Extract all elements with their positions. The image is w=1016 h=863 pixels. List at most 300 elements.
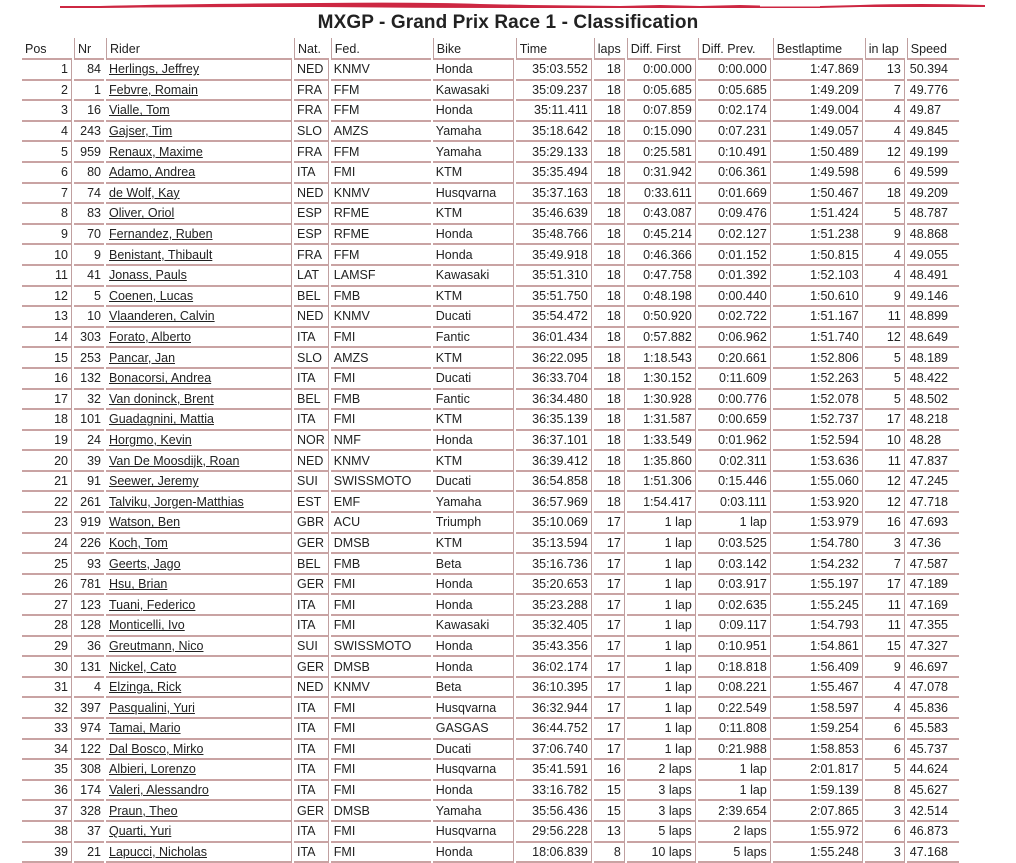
cell-bike: Honda xyxy=(433,595,514,616)
header-brush-stroke-decoration xyxy=(60,0,985,10)
rider-link[interactable]: Jonass, Pauls xyxy=(109,268,187,283)
column-header-nr[interactable]: Nr xyxy=(74,38,104,60)
cell-nat: GER xyxy=(294,575,329,596)
cell-pos: 4 xyxy=(22,122,72,143)
rider-link[interactable]: Gajser, Tim xyxy=(109,124,173,139)
table-row xyxy=(22,307,959,328)
cell-laps: 17 xyxy=(594,719,625,740)
cell-nr: 41 xyxy=(74,266,104,287)
cell-diff-prev: 0:06.361 xyxy=(698,163,771,184)
rider-link[interactable]: Van doninck, Brent xyxy=(109,391,214,406)
cell-fed: NMF xyxy=(331,431,431,452)
cell-bestlaptime: 1:52.594 xyxy=(773,431,863,452)
rider-link[interactable]: Renaux, Maxime xyxy=(109,144,203,159)
cell-bike: Husqvarna xyxy=(433,698,514,719)
cell-fed: KNMV xyxy=(331,451,431,472)
cell-in-lap: 11 xyxy=(865,595,905,616)
column-header-diff-prev[interactable]: Diff. Prev. xyxy=(698,38,771,60)
rider-link[interactable]: Pasqualini, Yuri xyxy=(109,700,195,715)
cell-diff-first: 0:05.685 xyxy=(627,81,696,102)
rider-link[interactable]: Geerts, Jago xyxy=(109,556,181,571)
rider-link[interactable]: Fernandez, Ruben xyxy=(109,227,213,242)
cell-rider xyxy=(106,843,292,863)
cell-speed: 49.776 xyxy=(907,81,959,102)
table-row xyxy=(22,843,959,863)
cell-nat: BEL xyxy=(294,554,329,575)
cell-fed: KNMV xyxy=(331,678,431,699)
cell-nr: 781 xyxy=(74,575,104,596)
cell-bike: Yamaha xyxy=(433,801,514,822)
cell-fed: KNMV xyxy=(331,307,431,328)
cell-fed: FMB xyxy=(331,554,431,575)
cell-time: 36:22.095 xyxy=(516,348,592,369)
cell-nr: 1 xyxy=(74,81,104,102)
rider-link[interactable]: Vialle, Tom xyxy=(109,103,170,118)
cell-bestlaptime: 1:50.489 xyxy=(773,142,863,163)
cell-diff-prev: 0:01.962 xyxy=(698,431,771,452)
cell-diff-first: 1:51.306 xyxy=(627,472,696,493)
cell-in-lap: 4 xyxy=(865,678,905,699)
rider-link[interactable]: Talviku, Jorgen-Matthias xyxy=(109,494,244,509)
table-row xyxy=(22,410,959,431)
cell-diff-first: 1:18.543 xyxy=(627,348,696,369)
cell-speed: 47.837 xyxy=(907,451,959,472)
table-row xyxy=(22,81,959,102)
column-header-bike[interactable]: Bike xyxy=(433,38,514,60)
cell-diff-first: 0:25.581 xyxy=(627,142,696,163)
cell-laps: 18 xyxy=(594,328,625,349)
cell-fed: FMI xyxy=(331,616,431,637)
cell-in-lap: 3 xyxy=(865,534,905,555)
table-row xyxy=(22,513,959,534)
cell-bike: KTM xyxy=(433,348,514,369)
cell-speed: 47.587 xyxy=(907,554,959,575)
cell-laps: 8 xyxy=(594,843,625,863)
rider-link[interactable]: Herlings, Jeffrey xyxy=(109,62,200,77)
cell-diff-first: 1:30.152 xyxy=(627,369,696,390)
cell-diff-prev: 0:01.152 xyxy=(698,245,771,266)
cell-nat: SUI xyxy=(294,472,329,493)
cell-bike: Honda xyxy=(433,245,514,266)
cell-bike: Husqvarna xyxy=(433,184,514,205)
cell-pos: 36 xyxy=(22,781,72,802)
cell-bike: Husqvarna xyxy=(433,822,514,843)
cell-bestlaptime: 1:59.139 xyxy=(773,781,863,802)
cell-bike: Ducati xyxy=(433,307,514,328)
cell-fed: FMI xyxy=(331,760,431,781)
cell-bestlaptime: 1:52.806 xyxy=(773,348,863,369)
cell-pos: 23 xyxy=(22,513,72,534)
cell-rider xyxy=(106,554,292,575)
cell-nr: 101 xyxy=(74,410,104,431)
cell-in-lap: 12 xyxy=(865,142,905,163)
cell-nr: 9 xyxy=(74,245,104,266)
table-header-row xyxy=(22,38,959,60)
cell-bestlaptime: 1:58.597 xyxy=(773,698,863,719)
cell-speed: 48.28 xyxy=(907,431,959,452)
cell-speed: 42.514 xyxy=(907,801,959,822)
cell-diff-prev: 0:02.174 xyxy=(698,101,771,122)
cell-diff-first: 1:30.928 xyxy=(627,390,696,411)
cell-in-lap: 13 xyxy=(865,60,905,81)
cell-nr: 919 xyxy=(74,513,104,534)
cell-in-lap: 5 xyxy=(865,390,905,411)
cell-nat: SUI xyxy=(294,637,329,658)
rider-link[interactable]: Benistant, Thibault xyxy=(109,247,213,262)
cell-laps: 18 xyxy=(594,81,625,102)
table-row xyxy=(22,575,959,596)
cell-in-lap: 3 xyxy=(865,801,905,822)
cell-nat: LAT xyxy=(294,266,329,287)
table-row xyxy=(22,122,959,143)
cell-nat: GER xyxy=(294,657,329,678)
cell-diff-prev: 0:02.311 xyxy=(698,451,771,472)
cell-nat: ITA xyxy=(294,410,329,431)
cell-bestlaptime: 1:47.869 xyxy=(773,60,863,81)
cell-pos: 22 xyxy=(22,492,72,513)
cell-time: 35:48.766 xyxy=(516,225,592,246)
cell-pos: 20 xyxy=(22,451,72,472)
cell-in-lap: 9 xyxy=(865,225,905,246)
cell-bestlaptime: 1:54.780 xyxy=(773,534,863,555)
table-row xyxy=(22,534,959,555)
cell-in-lap: 12 xyxy=(865,472,905,493)
rider-link[interactable]: Hsu, Brian xyxy=(109,577,168,592)
cell-nat: ITA xyxy=(294,328,329,349)
cell-diff-prev: 0:11.609 xyxy=(698,369,771,390)
cell-laps: 18 xyxy=(594,101,625,122)
cell-rider xyxy=(106,575,292,596)
cell-rider xyxy=(106,245,292,266)
cell-bestlaptime: 1:55.248 xyxy=(773,843,863,863)
table-row xyxy=(22,472,959,493)
cell-laps: 17 xyxy=(594,513,625,534)
table-row xyxy=(22,554,959,575)
cell-diff-prev: 0:00.440 xyxy=(698,287,771,308)
table-row xyxy=(22,266,959,287)
cell-diff-first: 0:00.000 xyxy=(627,60,696,81)
cell-speed: 45.836 xyxy=(907,698,959,719)
cell-fed: FMI xyxy=(331,740,431,761)
cell-nat: FRA xyxy=(294,245,329,266)
cell-rider xyxy=(106,184,292,205)
rider-link[interactable]: de Wolf, Kay xyxy=(109,185,180,200)
cell-pos: 30 xyxy=(22,657,72,678)
cell-diff-prev: 0:18.818 xyxy=(698,657,771,678)
cell-nr: 16 xyxy=(74,101,104,122)
cell-bestlaptime: 1:52.103 xyxy=(773,266,863,287)
cell-diff-first: 10 laps xyxy=(627,843,696,863)
cell-diff-first: 0:57.882 xyxy=(627,328,696,349)
cell-in-lap: 6 xyxy=(865,740,905,761)
cell-nat: ITA xyxy=(294,719,329,740)
cell-in-lap: 11 xyxy=(865,451,905,472)
cell-laps: 13 xyxy=(594,822,625,843)
table-row xyxy=(22,678,959,699)
table-row xyxy=(22,492,959,513)
cell-diff-first: 0:46.366 xyxy=(627,245,696,266)
cell-nat: BEL xyxy=(294,287,329,308)
cell-bestlaptime: 1:50.815 xyxy=(773,245,863,266)
cell-diff-prev: 1 lap xyxy=(698,513,771,534)
cell-bike: Honda xyxy=(433,101,514,122)
table-row xyxy=(22,431,959,452)
cell-bike: KTM xyxy=(433,287,514,308)
cell-diff-first: 3 laps xyxy=(627,781,696,802)
cell-pos: 1 xyxy=(22,60,72,81)
rider-link[interactable]: Adamo, Andrea xyxy=(109,165,196,180)
cell-laps: 18 xyxy=(594,287,625,308)
cell-in-lap: 5 xyxy=(865,204,905,225)
cell-bestlaptime: 1:55.467 xyxy=(773,678,863,699)
cell-diff-first: 1 lap xyxy=(627,678,696,699)
cell-speed: 48.218 xyxy=(907,410,959,431)
cell-speed: 49.199 xyxy=(907,142,959,163)
cell-bestlaptime: 1:51.238 xyxy=(773,225,863,246)
column-header-time[interactable]: Time xyxy=(516,38,592,60)
cell-diff-first: 1 lap xyxy=(627,534,696,555)
cell-nr: 83 xyxy=(74,204,104,225)
cell-diff-first: 1 lap xyxy=(627,637,696,658)
rider-link[interactable]: Forato, Alberto xyxy=(109,330,191,345)
cell-rider xyxy=(106,410,292,431)
cell-speed: 48.422 xyxy=(907,369,959,390)
rider-link[interactable]: Vlaanderen, Calvin xyxy=(109,309,215,324)
cell-nat: EST xyxy=(294,492,329,513)
cell-laps: 18 xyxy=(594,307,625,328)
cell-rider xyxy=(106,204,292,225)
column-header-fed[interactable]: Fed. xyxy=(331,38,431,60)
cell-bestlaptime: 1:51.424 xyxy=(773,204,863,225)
column-header-laps[interactable]: laps xyxy=(594,38,625,60)
table-row xyxy=(22,348,959,369)
rider-link[interactable]: Dal Bosco, Mirko xyxy=(109,741,204,756)
rider-link[interactable]: Quarti, Yuri xyxy=(109,824,172,839)
rider-link[interactable]: Oliver, Oriol xyxy=(109,206,175,221)
rider-link[interactable]: Coenen, Lucas xyxy=(109,288,194,303)
cell-laps: 18 xyxy=(594,431,625,452)
rider-link[interactable]: Greutmann, Nico xyxy=(109,638,204,653)
cell-bike: Ducati xyxy=(433,740,514,761)
cell-nr: 243 xyxy=(74,122,104,143)
cell-rider xyxy=(106,492,292,513)
cell-in-lap: 9 xyxy=(865,657,905,678)
cell-diff-prev: 5 laps xyxy=(698,843,771,863)
cell-in-lap: 4 xyxy=(865,245,905,266)
cell-laps: 18 xyxy=(594,184,625,205)
rider-link[interactable]: Valeri, Alessandro xyxy=(109,783,209,798)
cell-nat: ITA xyxy=(294,740,329,761)
cell-bike: KTM xyxy=(433,204,514,225)
cell-nat: BEL xyxy=(294,390,329,411)
cell-nr: 123 xyxy=(74,595,104,616)
cell-diff-first: 1 lap xyxy=(627,595,696,616)
cell-pos: 5 xyxy=(22,142,72,163)
cell-laps: 18 xyxy=(594,204,625,225)
cell-bike: Fantic xyxy=(433,328,514,349)
cell-fed: AMZS xyxy=(331,348,431,369)
cell-pos: 17 xyxy=(22,390,72,411)
cell-diff-prev: 0:00.776 xyxy=(698,390,771,411)
rider-link[interactable]: Febvre, Romain xyxy=(109,82,198,97)
table-row xyxy=(22,184,959,205)
cell-rider xyxy=(106,740,292,761)
cell-time: 35:29.133 xyxy=(516,142,592,163)
classification-table xyxy=(20,38,961,863)
cell-bike: KTM xyxy=(433,451,514,472)
cell-laps: 16 xyxy=(594,760,625,781)
rider-link[interactable]: Bonacorsi, Andrea xyxy=(109,371,212,386)
cell-bike: Ducati xyxy=(433,472,514,493)
column-header-rider[interactable]: Rider xyxy=(106,38,292,60)
cell-laps: 15 xyxy=(594,801,625,822)
cell-rider xyxy=(106,163,292,184)
cell-rider xyxy=(106,801,292,822)
cell-pos: 18 xyxy=(22,410,72,431)
table-row xyxy=(22,740,959,761)
cell-in-lap: 6 xyxy=(865,163,905,184)
cell-in-lap: 6 xyxy=(865,719,905,740)
rider-link[interactable]: Elzinga, Rick xyxy=(109,680,182,695)
rider-link[interactable]: Nickel, Cato xyxy=(109,659,177,674)
column-header-in-lap[interactable]: in lap xyxy=(865,38,905,60)
cell-rider xyxy=(106,101,292,122)
cell-fed: DMSB xyxy=(331,657,431,678)
cell-in-lap: 4 xyxy=(865,122,905,143)
cell-diff-first: 1 lap xyxy=(627,616,696,637)
cell-rider xyxy=(106,534,292,555)
cell-diff-first: 1 lap xyxy=(627,554,696,575)
cell-diff-prev: 2 laps xyxy=(698,822,771,843)
cell-diff-first: 1:54.417 xyxy=(627,492,696,513)
cell-in-lap: 5 xyxy=(865,760,905,781)
cell-laps: 17 xyxy=(594,616,625,637)
cell-speed: 48.649 xyxy=(907,328,959,349)
rider-link[interactable]: Seewer, Jeremy xyxy=(109,474,199,489)
cell-fed: KNMV xyxy=(331,60,431,81)
cell-fed: FMI xyxy=(331,822,431,843)
cell-rider xyxy=(106,822,292,843)
cell-bestlaptime: 1:50.467 xyxy=(773,184,863,205)
rider-link[interactable]: Lapucci, Nicholas xyxy=(109,844,207,859)
cell-bestlaptime: 1:51.740 xyxy=(773,328,863,349)
cell-rider xyxy=(106,81,292,102)
cell-bestlaptime: 1:58.853 xyxy=(773,740,863,761)
cell-speed: 49.599 xyxy=(907,163,959,184)
cell-speed: 48.491 xyxy=(907,266,959,287)
table-row xyxy=(22,328,959,349)
cell-rider xyxy=(106,225,292,246)
column-header-speed[interactable]: Speed xyxy=(907,38,959,60)
cell-bestlaptime: 1:54.232 xyxy=(773,554,863,575)
cell-nr: 132 xyxy=(74,369,104,390)
cell-diff-prev: 0:09.117 xyxy=(698,616,771,637)
rider-link[interactable]: Tamai, Mario xyxy=(109,721,181,736)
cell-in-lap: 4 xyxy=(865,101,905,122)
cell-bike: KTM xyxy=(433,410,514,431)
cell-in-lap: 7 xyxy=(865,81,905,102)
cell-nat: FRA xyxy=(294,142,329,163)
column-header-pos[interactable]: Pos xyxy=(22,38,72,60)
cell-pos: 2 xyxy=(22,81,72,102)
cell-time: 35:09.237 xyxy=(516,81,592,102)
cell-time: 36:57.969 xyxy=(516,492,592,513)
cell-nr: 93 xyxy=(74,554,104,575)
cell-in-lap: 3 xyxy=(865,843,905,863)
cell-diff-first: 1 lap xyxy=(627,513,696,534)
cell-laps: 18 xyxy=(594,348,625,369)
cell-time: 33:16.782 xyxy=(516,781,592,802)
cell-nat: ITA xyxy=(294,163,329,184)
column-header-bestlaptime[interactable]: Bestlaptime xyxy=(773,38,863,60)
rider-link[interactable]: Albieri, Lorenzo xyxy=(109,762,196,777)
cell-laps: 17 xyxy=(594,575,625,596)
cell-in-lap: 5 xyxy=(865,348,905,369)
cell-in-lap: 12 xyxy=(865,492,905,513)
cell-speed: 49.209 xyxy=(907,184,959,205)
rider-link[interactable]: Praun, Theo xyxy=(109,803,178,818)
cell-pos: 3 xyxy=(22,101,72,122)
cell-diff-prev: 1 lap xyxy=(698,781,771,802)
cell-bestlaptime: 1:53.979 xyxy=(773,513,863,534)
column-header-diff-first[interactable]: Diff. First xyxy=(627,38,696,60)
rider-link[interactable]: Watson, Ben xyxy=(109,515,181,530)
cell-in-lap: 10 xyxy=(865,431,905,452)
table-row xyxy=(22,390,959,411)
cell-nat: ESP xyxy=(294,225,329,246)
cell-time: 35:35.494 xyxy=(516,163,592,184)
cell-nr: 974 xyxy=(74,719,104,740)
cell-laps: 18 xyxy=(594,390,625,411)
rider-link[interactable]: Monticelli, Ivo xyxy=(109,618,185,633)
cell-diff-prev: 0:05.685 xyxy=(698,81,771,102)
cell-pos: 33 xyxy=(22,719,72,740)
rider-link[interactable]: Guadagnini, Mattia xyxy=(109,412,214,427)
rider-link[interactable]: Tuani, Federico xyxy=(109,597,196,612)
cell-diff-first: 1 lap xyxy=(627,740,696,761)
cell-nr: 131 xyxy=(74,657,104,678)
cell-speed: 49.845 xyxy=(907,122,959,143)
rider-link[interactable]: Van De Moosdijk, Roan xyxy=(109,453,240,468)
rider-link[interactable]: Pancar, Jan xyxy=(109,350,176,365)
table-row xyxy=(22,637,959,658)
cell-diff-prev: 0:01.392 xyxy=(698,266,771,287)
cell-bestlaptime: 1:49.004 xyxy=(773,101,863,122)
rider-link[interactable]: Horgmo, Kevin xyxy=(109,432,192,447)
cell-pos: 7 xyxy=(22,184,72,205)
cell-nat: ITA xyxy=(294,781,329,802)
cell-laps: 17 xyxy=(594,657,625,678)
cell-fed: FMI xyxy=(331,575,431,596)
cell-nat: NED xyxy=(294,678,329,699)
cell-in-lap: 11 xyxy=(865,307,905,328)
column-header-nat[interactable]: Nat. xyxy=(294,38,329,60)
cell-laps: 17 xyxy=(594,534,625,555)
cell-rider xyxy=(106,307,292,328)
cell-speed: 44.624 xyxy=(907,760,959,781)
cell-bike: GASGAS xyxy=(433,719,514,740)
cell-speed: 47.327 xyxy=(907,637,959,658)
cell-diff-prev: 0:03.142 xyxy=(698,554,771,575)
cell-fed: FMI xyxy=(331,163,431,184)
cell-time: 35:03.552 xyxy=(516,60,592,81)
cell-diff-prev: 0:15.446 xyxy=(698,472,771,493)
cell-laps: 18 xyxy=(594,60,625,81)
cell-laps: 15 xyxy=(594,781,625,802)
rider-link[interactable]: Koch, Tom xyxy=(109,535,168,550)
cell-pos: 38 xyxy=(22,822,72,843)
cell-bestlaptime: 1:55.245 xyxy=(773,595,863,616)
